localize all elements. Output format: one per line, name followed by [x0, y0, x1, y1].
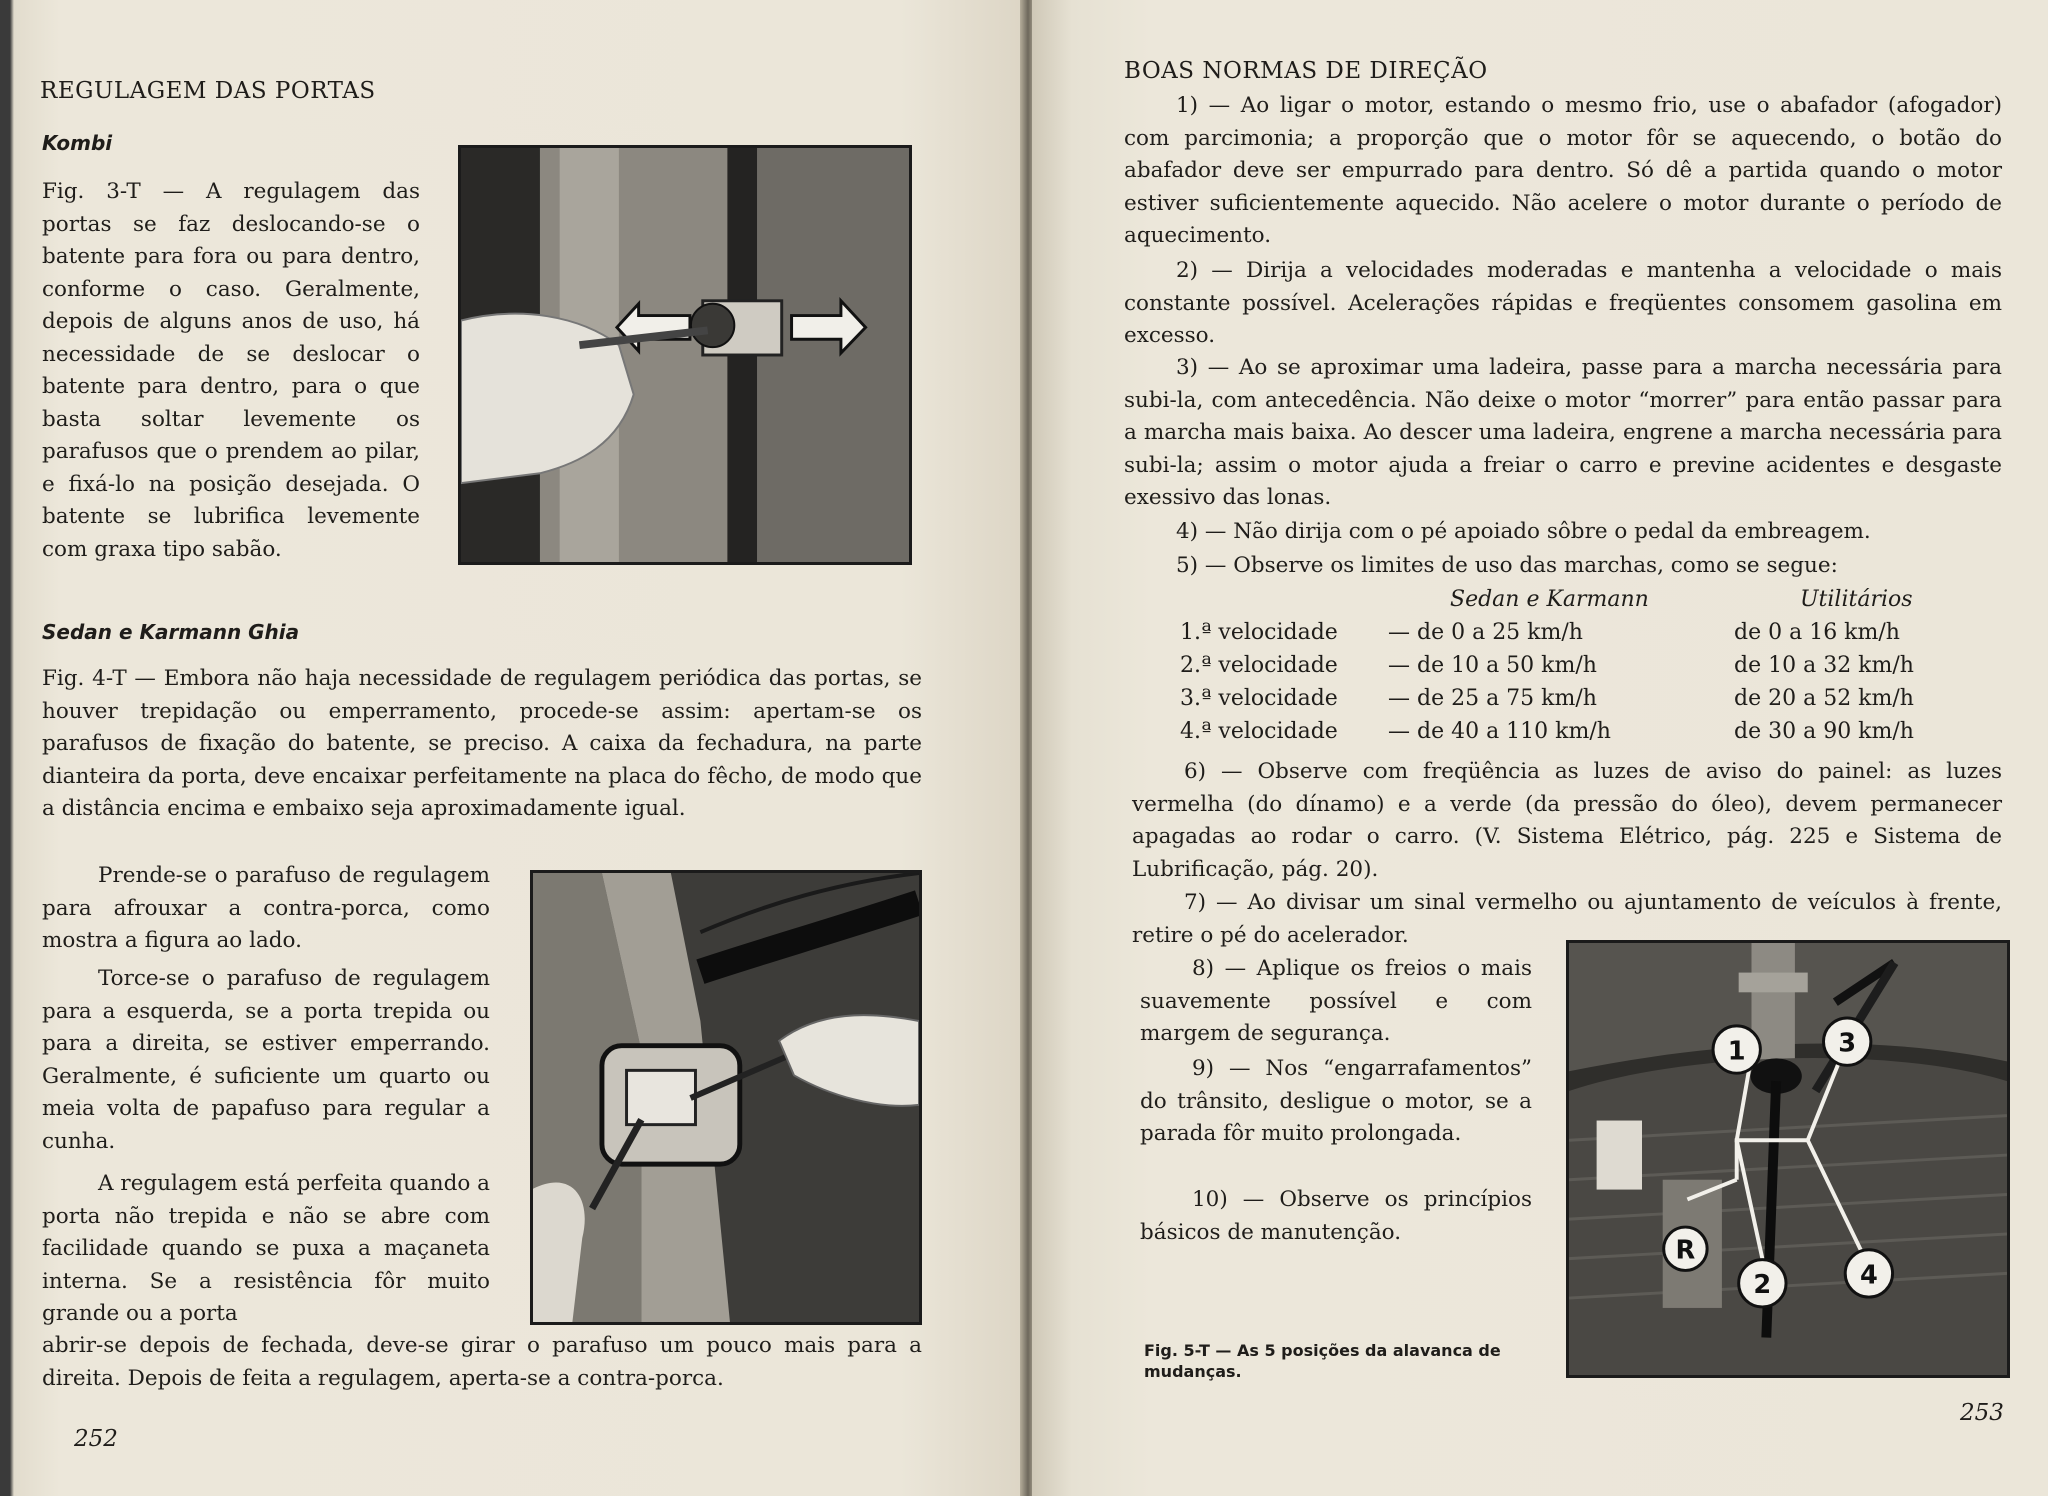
rule-3: 3) — Ao se aproximar uma ladeira, passe para a marcha necessária para subi-la, com antecedência. Não deixe o motor “morrer” para então passar para a marcha mais baixa. Ao descer uma ladeira, engrene a marcha necessária para subi-la; assim o motor ajuda a freiar o carro e previne acidentes e desgaste exessivo das lonas. [1124, 355, 2002, 510]
rule-1: 1) — Ao ligar o motor, estando o mesmo frio, use o abafador (afogador) com parcimonia; a proporção que o motor fôr se aquecendo, o botão do abafador deve ser empurrado para dentro. Só dê a partida quando o motor estiver suficientemente aquecido. Não acelere o motor durante o período de aquecimento. [1124, 93, 2002, 248]
fig-3t-illustration [461, 148, 909, 562]
gear-label: 2.ª velocidade [1180, 653, 1338, 678]
sedan-karmann-heading: Sedan e Karmann Ghia [42, 620, 300, 644]
paragraph-turn-screw: Torce-se o parafuso de regulagem para a esquerda, se a porta trepida ou para a direita, se estiver emperrando. Geralmente, é suficiente um quarto ou meia volta de papafuso para regular a cunha. [42, 966, 490, 1154]
kombi-paragraph: Fig. 3-T — A regulagem das portas se faz deslocando-se o batente para fora ou para dentro, conforme o caso. Geralmente, depois de alguns anos de uso, há necessidade de se deslocar o batente para dentro, para o que basta soltar levemente os parafusos que o prendem ao pilar, e fixá-lo na posição desejada. O batente se lubrifica levemente com graxa tipo sabão. [42, 179, 420, 562]
paragraph-adjustment-final: abrir-se depois de fechada, deve-se girar o parafuso um pouco mais para a direita. Depois de feita a regulagem, aperta-se a contra-porca. [42, 1333, 922, 1391]
rule-4: 4) — Não dirija com o pé apoiado sôbre o pedal da embreagem. [1176, 519, 1871, 544]
rule-2: 2) — Dirija a velocidades moderadas e mantenha a velocidade o mais constante possível. Acelerações rápidas e freqüentes consomem gasolina em excesso. [1124, 258, 2002, 348]
page-number-right: 253 [1960, 1400, 2004, 1426]
sedan-range: — de 0 a 25 km/h [1388, 620, 1583, 645]
kombi-heading: Kombi [42, 131, 113, 155]
sedan-range: — de 10 a 50 km/h [1388, 653, 1597, 678]
gear-label-1: 1 [1727, 1036, 1746, 1067]
gear-label: 3.ª velocidade [1180, 686, 1338, 711]
fig-5t-gear-lever-photo [1566, 940, 2010, 1378]
util-range: de 0 a 16 km/h [1734, 620, 1900, 645]
col-header-utilitarios: Utilitários [1800, 587, 1913, 612]
rule-8: 8) — Aplique os freios o mais suavemente possível e com margem de segurança. [1140, 956, 1532, 1046]
fig-4t-illustration [533, 873, 919, 1322]
sedan-range: — de 40 a 110 km/h [1388, 719, 1611, 744]
gear-label-4: 4 [1859, 1260, 1878, 1291]
paragraph-adjustment-perfect: A regulagem está perfeita quando a porta não trepida e não se abre com facilidade quando se puxa a maçaneta interna. Se a resistência fôr muito grande ou a porta [42, 1171, 490, 1326]
right-page-title: BOAS NORMAS DE DIREÇÃO [1124, 58, 1488, 84]
paragraph-loosen-screw: Prende-se o parafuso de regulagem para afrouxar a contra-porca, como mostra a figura ao lado. [42, 863, 490, 953]
util-range: de 10 a 32 km/h [1734, 653, 1914, 678]
gear-label-2: 2 [1753, 1270, 1772, 1301]
gear-speed-table [1180, 583, 2000, 753]
gear-label: 4.ª velocidade [1180, 719, 1338, 744]
gear-label: 1.ª velocidade [1180, 620, 1338, 645]
util-range: de 20 a 52 km/h [1734, 686, 1914, 711]
sedan-fig4-paragraph: Fig. 4-T — Embora não haja necessidade de regulagem periódica das portas, se houver trepidação ou emperramento, procede-se assim: apertam-se os parafusos de fixação do batente, se preciso. A caixa da fechadura, na parte dianteira da porta, deve encaixar perfeitamente na placa do fêcho, de modo que a distância encima e embaixo seja aproximadamente igual. [42, 666, 922, 821]
gear-label-r: R [1675, 1235, 1696, 1266]
col-header-sedan: Sedan e Karmann [1450, 587, 1649, 612]
fig-5t-caption: Fig. 5-T — As 5 posições da alavanca de mudanças. [1144, 1341, 1501, 1381]
rule-10: 10) — Observe os princípios básicos de manutenção. [1140, 1187, 1532, 1245]
rule-7: 7) — Ao divisar um sinal vermelho ou ajuntamento de veículos à frente, retire o pé do acelerador. [1132, 890, 2002, 948]
right-page [1032, 0, 2048, 1496]
rule-5: 5) — Observe os limites de uso das marchas, como se segue: [1176, 553, 1838, 578]
gear-label-3: 3 [1838, 1028, 1857, 1059]
fig-3t-door-striker-photo [458, 145, 912, 565]
util-range: de 30 a 90 km/h [1734, 719, 1914, 744]
left-page-title: REGULAGEM DAS PORTAS [40, 78, 376, 104]
fig-4t-lock-plate-photo [530, 870, 922, 1325]
rule-6: 6) — Observe com freqüência as luzes de aviso do painel: as luzes vermelha (do dínamo) e a verde (da pressão do óleo), devem permanecer apagadas ao rodar o carro. (V. Sistema Elétrico, pág. 225 e Sistema de Lubrificação, pág. 20). [1132, 759, 2002, 882]
fig-5t-illustration [1569, 943, 2007, 1375]
sedan-range: — de 25 a 75 km/h [1388, 686, 1597, 711]
rule-9: 9) — Nos “engarrafamentos” do trânsito, desligue o motor, se a parada fôr muito prolongada. [1140, 1056, 1532, 1146]
page-number-left: 252 [74, 1426, 118, 1452]
